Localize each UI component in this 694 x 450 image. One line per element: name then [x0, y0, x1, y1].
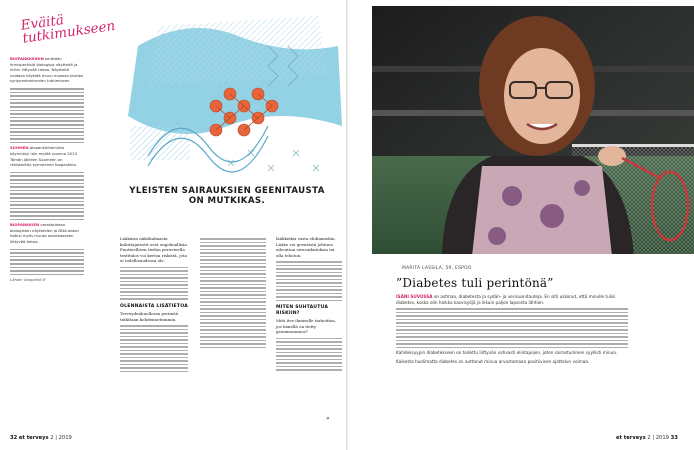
- page-gutter: [346, 0, 348, 450]
- article-column-3: [276, 236, 342, 373]
- portrait-text-1: on astmaa, diabetesta ja sydän- ja verisuonitauteja. En silti uskonut, että minulle tulisi diabetes, koska olin hoikka kasvisyöjä ja liikuin paljon lapsesta lähtien.: [396, 294, 616, 306]
- issue-right: 2 | 2019: [647, 435, 669, 441]
- article-column-1: [120, 236, 188, 374]
- column-3-after: Mitä itse ihmiselle tarkoittaa, jos hänellä on tietty geenimuunnos?: [276, 318, 337, 334]
- sidebar-lead-1: BIOPANKKEIHIN: [10, 56, 44, 61]
- sidebar-lead-3: BIOPANKKIEN: [10, 222, 40, 228]
- dna-illustration: [118, 6, 344, 198]
- subhead-lisatietoa: OLENNAISTA LISÄTIETOA: [120, 303, 188, 309]
- column-1-after: Terveydenhuollossa perimää tutkitaan kohdennetummin.: [120, 311, 178, 322]
- footer-right: [616, 435, 678, 441]
- sidebar-paragraph-1: [10, 56, 84, 84]
- footer-left: [10, 435, 72, 441]
- sidebar-text-1: kerätään ihmisperäisiä biologisia näytteitä ja niihin liittyvää tietoa. Näytteitä voidaan käyttää muun muassa tautien syntymekanismien tutkimiseen: [10, 56, 84, 84]
- page-number-right: 33: [670, 435, 678, 441]
- column-3-intro: lääkkeiksi vasta ehdimmekin. Lääke voi geeneistä johtuen aiheuttaa sivuvaikutuksia tai olla tehoton.: [276, 236, 336, 258]
- brand-left: et terveys: [18, 435, 49, 441]
- portrait-body: [396, 294, 628, 367]
- portrait-photo: [372, 6, 694, 254]
- article-column-2: [200, 236, 266, 350]
- sidebar-lead-2: SUOMEN: [10, 145, 29, 151]
- portrait-caption: MARITA LASSILA, 59, ESPOO: [402, 266, 472, 271]
- continue-arrows: »: [326, 415, 330, 422]
- sidebar-box: [10, 11, 117, 287]
- column-1-intro: Lääkärin näkökulmasta kuluttajatestit ovat ongelmallisia. Puutteellisen tiedon perusteella testitulos voi kertoa riskistä, jota ei todellisuudessa ole.: [120, 236, 188, 263]
- issue-left: 2 | 2019: [50, 435, 72, 441]
- subhead-riskiin: MITEN SUHTAUTUA RISKIIN?: [276, 305, 329, 316]
- portrait-text-3: Kaikesta huolimatta diabetes on auttanut minua arvostamaan positiivisen ajattelun voimaa.: [396, 358, 590, 364]
- portrait-text-2: Kahdeksyypin diabetekseen on todettu liittyvän vahvasti elintapojen, joten sairastuminen syyllisti minua.: [396, 350, 618, 356]
- portrait-quote: ”Diabetes tuli perintönä”: [396, 276, 554, 290]
- portrait-paragraph-1: [396, 294, 628, 306]
- sidebar-paragraph-3: [10, 222, 84, 244]
- sidebar-text-2: biopankkitoiminta käynnistyi lain myötä vuonna 2013. Tämän jälkeen Suomeen on rekisteröity kymmenen biopankkia.: [10, 145, 79, 168]
- sidebar-text-3: varastoidaan biologisten näytteiden ja DNA-datan lisäksi myös muuta asiakkaaseen liittyvää tietoa.: [10, 222, 79, 244]
- page-number-left: 32: [10, 435, 18, 441]
- sidebar-source: Lähde: biopankit.fi: [10, 277, 46, 283]
- sidebar-title: Eväitä tutkimukseen: [19, 11, 117, 47]
- sidebar-paragraph-2: [10, 145, 84, 167]
- article-headline: YLEISTEN SAIRAUKSIEN GEENITAUSTA ON MUTKIKAS.: [129, 186, 325, 207]
- brand-right: et terveys: [616, 435, 646, 441]
- portrait-lead: ISÄNI SUVUSSA: [396, 294, 433, 299]
